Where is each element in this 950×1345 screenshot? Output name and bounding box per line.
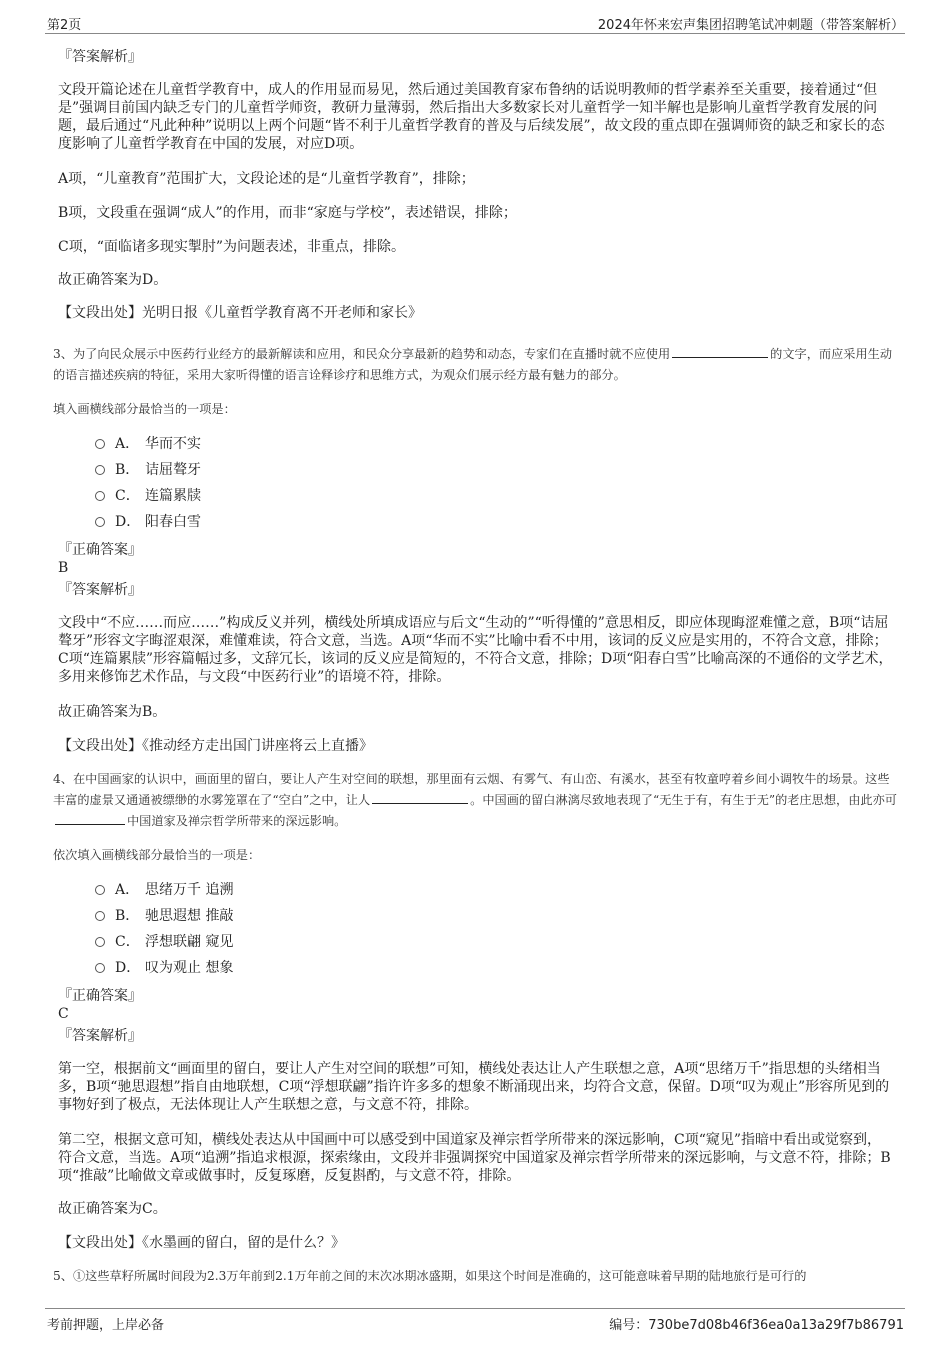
q3-option-d[interactable]: D． 阳春白雪	[95, 513, 201, 531]
q2-option-b-note: B项，文段重在强调“成人”的作用，而非“家庭与学校”，表述错误，排除；	[58, 205, 517, 221]
q2-answer: 故正确答案为D。	[58, 272, 168, 288]
q4-correct-label: 『正确答案』	[58, 988, 142, 1004]
q3-prompt: 填入画横线部分最恰当的一项是：	[53, 402, 236, 416]
radio-icon[interactable]	[95, 911, 105, 921]
radio-icon[interactable]	[95, 517, 105, 527]
q4-stem: 4、在中国画家的认识中，画面里的留白，要让人产生对空间的联想，那里面有云烟、有雾气、有山峦、有溪水，甚至有牧童哼着乡间小调牧牛的场景。这些丰富的虚景又通通被缥缈的水雾笼罩在了“空白”之中，让人 。中国画的留白淋漓尽致地表现了“无生于有，有生于无”的老庄思想，由此亦可中国道家及禅宗哲学所带来的深远影响。	[53, 772, 897, 828]
q4-correct-answer: C	[58, 1006, 69, 1022]
q3-analysis-label: 『答案解析』	[58, 582, 142, 598]
radio-icon[interactable]	[95, 885, 105, 895]
q2-analysis-label: 『答案解析』	[58, 49, 142, 65]
q3-stem: 3、为了向民众展示中医药行业经方的最新解读和应用，和民众分享最新的趋势和动态，专家们在直播时就不应使用 的文字，而应采用生动的语言描述疾病的特征，采用大家听得懂的语言诠释诊疗和思维方式，为观众们展示经方最有魅力的部分。	[53, 347, 893, 382]
q3-correct-answer: B	[58, 560, 69, 576]
q4-answer: 故正确答案为C。	[58, 1201, 167, 1217]
document-id: 编号：730be7d08b46f36ea0a13a29f7b86791	[609, 1318, 904, 1333]
q4-option-b[interactable]: B． 驰思遐想 推敲	[95, 907, 233, 925]
q3-blank	[672, 347, 768, 358]
q4-option-a[interactable]: A． 思绪万千 追溯	[95, 881, 233, 899]
q3-option-c[interactable]: C． 连篇累牍	[95, 487, 201, 505]
page-number: 第2页	[47, 18, 82, 33]
q3-analysis: 文段中“不应……而应……”构成反义并列，横线处所填成语应与后文“生动的”“听得懂的”意思相反，即应体现晦涩难懂之意，B项“诘屈聱牙”形容文字晦涩艰深，难懂难读，符合文意，当选。A项“华而不实”比喻中看不中用，该词的反义应是实用的，不符合文意，排除；C项“连篇累牍”形容篇幅过多，文辞冗长，该词的反义应是简短的，不符合文意，排除；D项“阳春白雪”比喻高深的不通俗的文学艺术，多用来修饰艺术作品，与文段“中医药行业”的语境不符，排除。	[58, 615, 893, 685]
q4-analysis-label: 『答案解析』	[58, 1028, 142, 1044]
radio-icon[interactable]	[95, 465, 105, 475]
q3-source: 【文段出处】《推动经方走出国门讲座将云上直播》	[58, 738, 373, 754]
q3-correct-label: 『正确答案』	[58, 542, 142, 558]
q4-source: 【文段出处】《水墨画的留白，留的是什么？》	[58, 1235, 345, 1251]
q4-option-d[interactable]: D． 叹为观止 想象	[95, 959, 233, 977]
radio-icon[interactable]	[95, 937, 105, 947]
q3-option-a[interactable]: A． 华而不实	[95, 435, 201, 453]
q4-analysis-2: 第二空，根据文意可知，横线处表达从中国画中可以感受到中国道家及禅宗哲学所带来的深远影响，C项“窥见”指暗中看出或觉察到，符合文意，当选。A项“追溯”指追求根源，探索缘由，文段并非强调探究中国道家及禅宗哲学所带来的深远影响，与文意不符，排除；B项“推敲”比喻做文章或做事时，反复琢磨，反复斟酌，与文意不符，排除。	[58, 1132, 891, 1184]
q3-option-b[interactable]: B． 诘屈聱牙	[95, 461, 201, 479]
footer-divider	[45, 1308, 905, 1309]
document-title: 2024年怀来宏声集团招聘笔试冲刺题（带答案解析）	[597, 18, 904, 33]
q4-prompt: 依次填入画横线部分最恰当的一项是：	[53, 848, 261, 862]
radio-icon[interactable]	[95, 963, 105, 973]
q2-option-c-note: C项，“面临诸多现实掣肘”为问题表述，非重点，排除。	[58, 239, 406, 255]
q4-option-c[interactable]: C． 浮想联翩 窥见	[95, 933, 233, 951]
q4-analysis-1: 第一空，根据前文“画面里的留白，要让人产生对空间的联想”可知，横线处表达让人产生联想之意，A项“思绪万千”指思想的头绪相当多，B项“驰思遐想”指自由地联想，C项“浮想联翩”指许许多多的想象不断涌现出来，均符合文意，保留。D项“叹为观止”形容所见到的事物好到了极点，无法体现让人产生联想之意，与文意不符，排除。	[58, 1061, 890, 1113]
q4-blank-2	[55, 814, 125, 825]
footer-slogan: 考前押题，上岸必备	[47, 1318, 165, 1333]
q2-source: 【文段出处】光明日报《儿童哲学教育离不开老师和家长》	[58, 305, 422, 321]
q2-analysis: 文段开篇论述在儿童哲学教育中，成人的作用显而易见，然后通过美国教育家布鲁纳的话说明教师的哲学素养至关重要，接着通过“但是”强调目前国内缺乏专门的儿童哲学师资，教研力量薄弱，然后指出大多数家长对儿童哲学一知半解也是影响儿童哲学教育发展的问题，最后通过“凡此种种”说明以上两个问题“皆不利于儿童哲学教育的普及与后续发展”，故文段的重点即在强调师资的缺乏和家长的态度影响了儿童哲学教育在中国的发展，对应D项。	[58, 82, 885, 152]
q3-answer: 故正确答案为B。	[58, 704, 167, 720]
q4-blank-1	[372, 793, 468, 804]
q2-option-a-note: A项，“儿童教育”范围扩大，文段论述的是“儿童哲学教育”，排除；	[58, 171, 475, 187]
header-divider	[45, 33, 905, 34]
radio-icon[interactable]	[95, 491, 105, 501]
q5-stem: 5、①这些草籽所属时间段为2.3万年前到2.1万年前之间的末次冰期冰盛期，如果这个时间是准确的，这可能意味着早期的陆地旅行是可行的	[53, 1269, 807, 1283]
radio-icon[interactable]	[95, 439, 105, 449]
